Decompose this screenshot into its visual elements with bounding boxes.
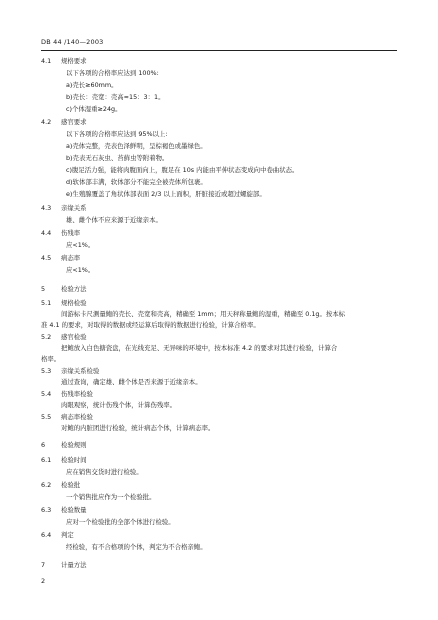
section-title: 规格要求 <box>61 57 87 65</box>
section-number: 6.2 <box>41 481 52 489</box>
section-title: 伤残率检验 <box>61 390 93 398</box>
section-title: 病态率 <box>61 254 81 262</box>
chapter-title: 检验方法 <box>61 285 87 293</box>
chapter-title: 计量方法 <box>61 561 87 569</box>
section-number: 4.5 <box>41 254 52 262</box>
section-title: 病态率检验 <box>61 413 93 421</box>
paragraph: 格率。 <box>41 355 61 363</box>
section-number: 5.1 <box>41 299 52 307</box>
chapter-number: 7 <box>41 561 46 569</box>
chapter-number: 5 <box>41 285 46 293</box>
section-number: 5.3 <box>41 367 52 375</box>
section-number: 4.3 <box>41 204 52 212</box>
chapter-number: 6 <box>41 441 46 449</box>
paragraph: 把鲍放入白色搪瓷盘，在光线充足、无异味的环境中，按本标准 4.2 的要求对其进行检验，计算合 <box>61 344 338 352</box>
heading-6-2 <box>41 481 80 489</box>
list-item: a)壳长≥60mm。 <box>66 81 118 89</box>
chapter-heading-5 <box>41 285 87 293</box>
list-item: b)壳表无石灰虫、苔藓虫等附着物。 <box>66 154 169 162</box>
paragraph: 经检验，有不合格项的个体，判定为不合格亲鲍。 <box>66 543 207 551</box>
chapter-heading-7 <box>41 561 87 569</box>
section-title: 亲缘关系检验 <box>61 367 100 375</box>
section-number: 5.5 <box>41 413 52 421</box>
chapter-title: 检验规则 <box>61 441 87 449</box>
heading-5-1 <box>41 299 87 307</box>
section-title: 伤残率 <box>61 229 81 237</box>
heading-5-4 <box>41 390 93 398</box>
paragraph: 以下各项的合格率应达到 100%: <box>66 69 159 77</box>
section-title: 检验数量 <box>61 506 87 514</box>
list-item: c)个体湿重≥24g。 <box>66 105 122 113</box>
heading-6-1 <box>41 456 87 464</box>
paragraph: 一个销售批应作为一个检验批。 <box>66 493 156 501</box>
document-code: DB 44 /140—2003 <box>41 38 104 46</box>
section-number: 5.2 <box>41 333 52 341</box>
list-item: e)生殖腺覆盖了角状体部表面 2/3 以上面积，肝脏接近或超过螺旋部。 <box>66 190 266 198</box>
list-item: b)壳长：壳宽：壳高≈15：3：1。 <box>66 93 165 101</box>
heading-4-3 <box>41 204 87 212</box>
paragraph: 应<1%。 <box>66 266 95 274</box>
header-rule <box>41 50 397 51</box>
paragraph: 间游标卡尺测量鲍的壳长、壳宽和壳高，精确至 1mm；用天秤称量鲍的湿重，精确至 0.1g。按本标 <box>61 310 346 318</box>
section-number: 4.1 <box>41 57 52 65</box>
heading-4-4 <box>41 229 80 237</box>
heading-5-2 <box>41 333 87 341</box>
list-item: a)壳体完整，壳表色泽鲜明，呈棕褐色或墨绿色。 <box>66 142 207 150</box>
section-title: 感官要求 <box>61 118 87 126</box>
paragraph: 肉眼观察，统计伤残个体，计算伤残率。 <box>61 401 177 409</box>
heading-4-1 <box>41 57 87 65</box>
paragraph: 雄、雌个体不应来源于近缘亲本。 <box>66 216 162 224</box>
section-title: 检验批 <box>61 481 81 489</box>
heading-5-3 <box>41 367 99 375</box>
section-title: 检验时间 <box>61 456 87 464</box>
heading-4-2 <box>41 118 87 126</box>
paragraph: 准 4.1 的要求，对取得的数据或经运算后取得的数据进行检验，计算合格率。 <box>41 321 260 329</box>
paragraph: 应<1%。 <box>66 241 95 249</box>
list-item: c)腹足活力强，能将肉腹面向上，腹足在 10s 内能由平伸状态变成向中卷曲状态。 <box>66 166 299 174</box>
paragraph: 通过查询，确定雄、雌个体是否来源于近缘亲本。 <box>61 378 202 386</box>
list-item: d)软体部丰满，软体部分不能完全被壳体所包裹。 <box>66 178 207 186</box>
section-number: 6.4 <box>41 531 52 539</box>
paragraph: 以下各项的合格率应达到 95%以上: <box>66 130 168 138</box>
heading-6-4 <box>41 531 74 539</box>
paragraph: 应对一个检验批的全部个体进行检验。 <box>66 518 175 526</box>
section-number: 6.1 <box>41 456 52 464</box>
section-number: 4.4 <box>41 229 52 237</box>
section-number: 6.3 <box>41 506 52 514</box>
section-title: 亲缘关系 <box>61 204 87 212</box>
page-number: 2 <box>41 577 46 585</box>
heading-6-3 <box>41 506 87 514</box>
paragraph: 对鲍的内脏团进行检验，统计病态个体，计算病态率。 <box>61 424 215 432</box>
section-title: 判定 <box>61 531 74 539</box>
heading-4-5 <box>41 254 80 262</box>
paragraph: 应在销售交货时进行检验。 <box>66 468 143 476</box>
chapter-heading-6 <box>41 441 87 449</box>
section-number: 5.4 <box>41 390 52 398</box>
section-title: 感官检验 <box>61 333 87 341</box>
section-title: 规格检验 <box>61 299 87 307</box>
section-number: 4.2 <box>41 118 52 126</box>
heading-5-5 <box>41 413 93 421</box>
